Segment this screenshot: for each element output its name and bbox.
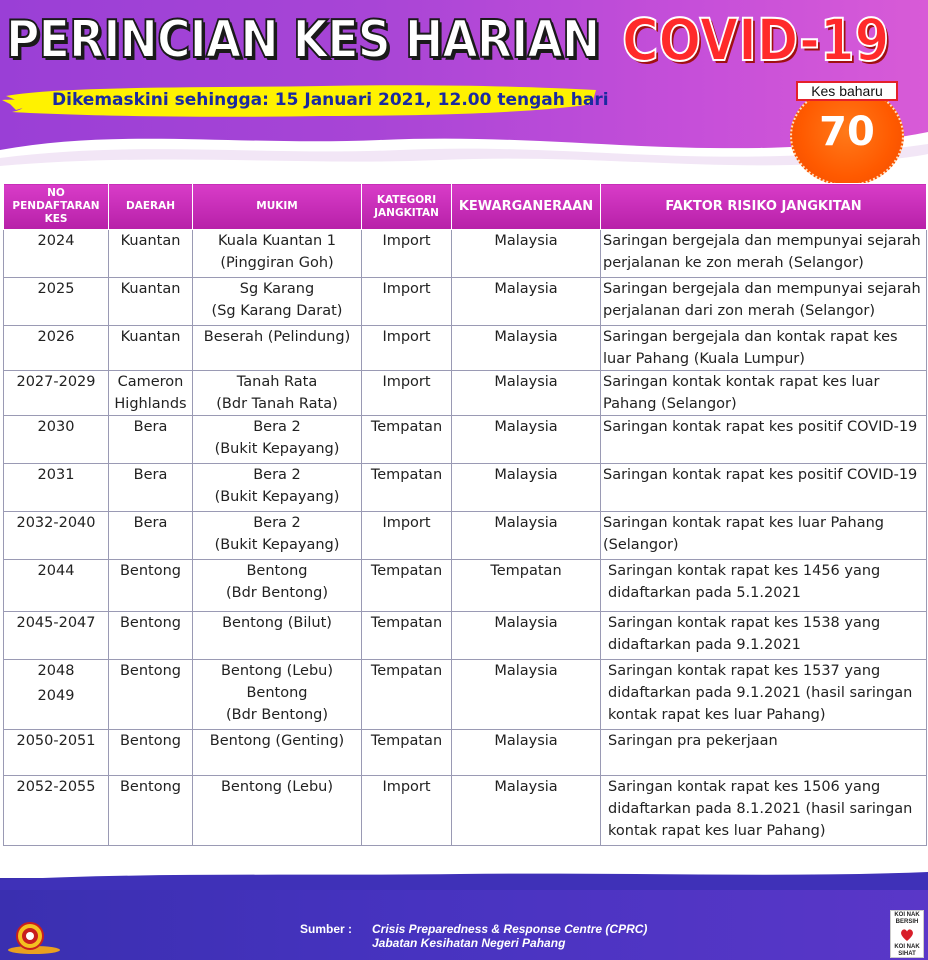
footer-wave-decoration	[0, 866, 928, 890]
cell-kewarganegaraan: Malaysia	[452, 326, 601, 371]
table-row	[4, 326, 927, 371]
table-header-row	[4, 184, 927, 230]
cell-kewarganegaraan: Malaysia	[452, 230, 601, 278]
table-row	[4, 660, 927, 730]
cell-kategori: Tempatan	[362, 416, 452, 464]
cell-no: 2048 2049	[4, 660, 109, 730]
cell-daerah: Bentong	[109, 560, 193, 612]
cell-kewarganegaraan: Malaysia	[452, 776, 601, 846]
cell-daerah: Bentong	[109, 776, 193, 846]
cell-faktor-risiko: Saringan kontak rapat kes 1506 yang didaftarkan pada 8.1.2021 (hasil saringan kontak rapat kes luar Pahang)	[601, 776, 927, 846]
column-header-no: NO PENDAFTARAN KES	[4, 184, 109, 230]
cell-kategori: Tempatan	[362, 730, 452, 776]
cell-no: 2026	[4, 326, 109, 371]
cell-faktor-risiko: Saringan pra pekerjaan	[601, 730, 927, 776]
cell-no: 2030	[4, 416, 109, 464]
table-row	[4, 512, 927, 560]
cell-no: 2025	[4, 278, 109, 326]
cell-kategori: Import	[362, 512, 452, 560]
cell-daerah: Bentong	[109, 660, 193, 730]
cell-kategori: Import	[362, 278, 452, 326]
table-row	[4, 776, 927, 846]
cell-kewarganegaraan: Malaysia	[452, 278, 601, 326]
cell-no: 2027-2029	[4, 371, 109, 416]
cell-no: 2032-2040	[4, 512, 109, 560]
cell-kewarganegaraan: Malaysia	[452, 612, 601, 660]
table-row	[4, 464, 927, 512]
cell-mukim: Kuala Kuantan 1 (Pinggiran Goh)	[193, 230, 362, 278]
cell-no: 2044	[4, 560, 109, 612]
cell-kewarganegaraan: Tempatan	[452, 560, 601, 612]
cell-daerah: Bera	[109, 512, 193, 560]
table-row	[4, 612, 927, 660]
cell-kewarganegaraan: Malaysia	[452, 660, 601, 730]
table-row	[4, 560, 927, 612]
cell-no: 2052-2055	[4, 776, 109, 846]
cell-mukim: Bera 2 (Bukit Kepayang)	[193, 464, 362, 512]
heart-icon	[899, 927, 915, 943]
cell-no: 2050-2051	[4, 730, 109, 776]
source-department: Jabatan Kesihatan Negeri Pahang	[372, 936, 566, 950]
cell-daerah: Bentong	[109, 612, 193, 660]
cell-daerah: Bentong	[109, 730, 193, 776]
cell-daerah: Kuantan	[109, 326, 193, 371]
table-row	[4, 278, 927, 326]
cell-faktor-risiko: Saringan bergejala dan mempunyai sejarah perjalanan ke zon merah (Selangor)	[601, 230, 927, 278]
cell-kewarganegaraan: Malaysia	[452, 464, 601, 512]
table-row	[4, 416, 927, 464]
new-cases-label: Kes baharu	[796, 81, 898, 101]
cell-mukim: Bentong (Lebu) Bentong (Bdr Bentong)	[193, 660, 362, 730]
page-title: PERINCIAN KES HARIAN	[6, 10, 600, 70]
cell-no: 2024	[4, 230, 109, 278]
state-health-logo-icon	[6, 916, 62, 956]
cell-daerah: Cameron Highlands	[109, 371, 193, 416]
cell-faktor-risiko: Saringan kontak kontak rapat kes luar Pahang (Selangor)	[601, 371, 927, 416]
cell-faktor-risiko: Saringan kontak rapat kes 1538 yang didaftarkan pada 9.1.2021	[601, 612, 927, 660]
column-header-kewarganegaraan: KEWARGANERAAN	[452, 184, 601, 230]
cell-faktor-risiko: Saringan kontak rapat kes 1456 yang didaftarkan pada 5.1.2021	[601, 560, 927, 612]
cell-mukim: Tanah Rata (Bdr Tanah Rata)	[193, 371, 362, 416]
column-header-daerah: DAERAH	[109, 184, 193, 230]
cell-mukim: Bentong (Bilut)	[193, 612, 362, 660]
column-header-faktor-risiko: FAKTOR RISIKO JANGKITAN	[601, 184, 927, 230]
cell-kewarganegaraan: Malaysia	[452, 512, 601, 560]
cell-kategori: Import	[362, 230, 452, 278]
cell-kategori: Tempatan	[362, 660, 452, 730]
cell-faktor-risiko: Saringan kontak rapat kes 1537 yang didaftarkan pada 9.1.2021 (hasil saringan kontak rapat kes luar Pahang)	[601, 660, 927, 730]
cell-kewarganegaraan: Malaysia	[452, 371, 601, 416]
cell-faktor-risiko: Saringan kontak rapat kes positif COVID-19	[601, 464, 927, 512]
cell-no: 2031	[4, 464, 109, 512]
new-cases-count: 70	[819, 109, 875, 155]
cell-mukim: Bera 2 (Bukit Kepayang)	[193, 512, 362, 560]
table-row	[4, 730, 927, 776]
cell-mukim: Sg Karang (Sg Karang Darat)	[193, 278, 362, 326]
cell-kategori: Tempatan	[362, 560, 452, 612]
cell-kewarganegaraan: Malaysia	[452, 416, 601, 464]
cell-faktor-risiko: Saringan kontak rapat kes luar Pahang (Selangor)	[601, 512, 927, 560]
cell-kategori: Tempatan	[362, 612, 452, 660]
cell-kategori: Tempatan	[362, 464, 452, 512]
update-timestamp: Dikemaskini sehingga: 15 Januari 2021, 12.00 tengah hari	[52, 90, 609, 110]
cell-kewarganegaraan: Malaysia	[452, 730, 601, 776]
page-title-covid: COVID-19	[622, 6, 890, 74]
column-header-kategori: KATEGORI JANGKITAN	[362, 184, 452, 230]
cell-faktor-risiko: Saringan kontak rapat kes positif COVID-19	[601, 416, 927, 464]
koi-nak-sihat-logo: KOI NAK BERSIH KOI NAK SIHAT	[890, 910, 924, 958]
cell-kategori: Import	[362, 326, 452, 371]
cell-kategori: Import	[362, 371, 452, 416]
cell-daerah: Bera	[109, 464, 193, 512]
cell-faktor-risiko: Saringan bergejala dan mempunyai sejarah perjalanan dari zon merah (Selangor)	[601, 278, 927, 326]
cell-kategori: Import	[362, 776, 452, 846]
cell-daerah: Bera	[109, 416, 193, 464]
table-row	[4, 371, 927, 416]
cell-mukim: Bentong (Genting)	[193, 730, 362, 776]
cell-daerah: Kuantan	[109, 230, 193, 278]
cell-daerah: Kuantan	[109, 278, 193, 326]
column-header-mukim: MUKIM	[193, 184, 362, 230]
cell-mukim: Bentong (Bdr Bentong)	[193, 560, 362, 612]
cell-no: 2045-2047	[4, 612, 109, 660]
cell-mukim: Bera 2 (Bukit Kepayang)	[193, 416, 362, 464]
cell-faktor-risiko: Saringan bergejala dan kontak rapat kes luar Pahang (Kuala Lumpur)	[601, 326, 927, 371]
cell-mukim: Beserah (Pelindung)	[193, 326, 362, 371]
case-table	[3, 183, 927, 846]
source-label: Sumber :	[300, 922, 353, 936]
table-row	[4, 230, 927, 278]
source-organization: Crisis Preparedness & Response Centre (CPRC)	[372, 922, 648, 936]
cell-mukim: Bentong (Lebu)	[193, 776, 362, 846]
